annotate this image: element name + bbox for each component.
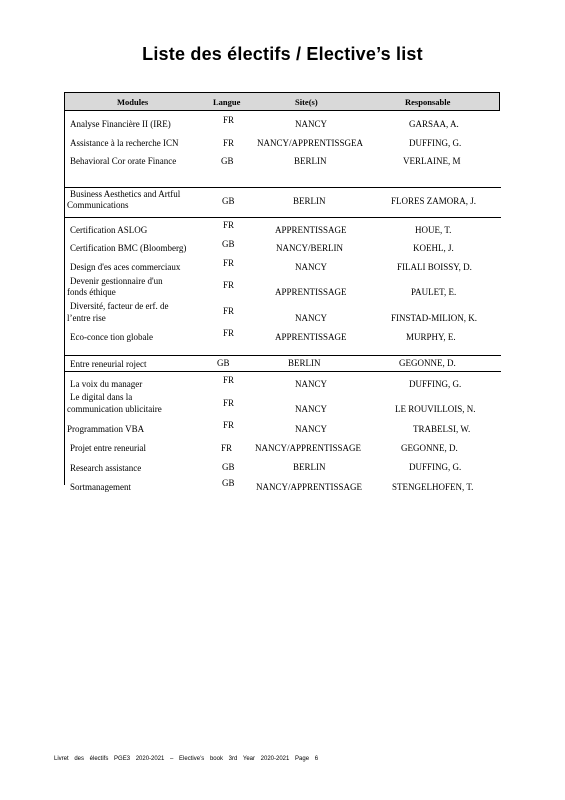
- page-footer: Livret des électifs PGE3 2020-2021 – Elective’s book 3rd Year 2020-2021 Page 6: [54, 756, 319, 762]
- table-cell-langue: FR: [223, 398, 235, 408]
- table-cell-langue: FR: [221, 443, 233, 453]
- table-cell-module: Entre reneurial roject: [70, 359, 147, 369]
- table-cell-responsable: MURPHY, E.: [406, 332, 456, 342]
- table-cell-module: Behavioral Cor orate Finance: [70, 156, 177, 166]
- table-cell-module: Research assistance: [70, 463, 142, 473]
- table-cell-module: Devenir gestionnaire d'un: [70, 276, 163, 286]
- table-cell-site: BERLIN: [293, 196, 326, 206]
- table-cell-responsable: PAULET, E.: [411, 287, 457, 297]
- table-cell-site: NANCY/APPRENTISSAGE: [255, 443, 362, 453]
- table-cell-site: NANCY/APPRENTISSAGE: [256, 482, 363, 492]
- table-cell-module: La voix du manager: [70, 379, 143, 389]
- table-cell-site: APPRENTISSAGE: [275, 332, 347, 342]
- table-cell-langue: FR: [223, 258, 235, 268]
- table-cell-responsable: HOUE, T.: [415, 225, 452, 235]
- table-cell-responsable: FILALI BOISSY, D.: [397, 262, 472, 272]
- table-cell-module: Business Aesthetics and Artful: [70, 189, 181, 199]
- header-modules: Modules: [117, 97, 149, 107]
- table-cell-langue: GB: [221, 156, 234, 166]
- table-cell-site: BERLIN: [293, 462, 326, 472]
- table-cell-module: l’entre rise: [67, 313, 106, 323]
- table-cell-langue: FR: [223, 328, 235, 338]
- table-cell-module: Assistance à la recherche ICN: [70, 138, 179, 148]
- table-cell-langue: FR: [223, 420, 235, 430]
- table-body: [64, 111, 500, 492]
- table-cell-site: NANCY/BERLIN: [276, 243, 343, 253]
- table-cell-module: Certification BMC (Bloomberg): [70, 243, 187, 253]
- table-cell-module: Communications: [67, 200, 129, 210]
- table-cell-responsable: GEGONNE, D.: [401, 443, 458, 453]
- table-cell-langue: GB: [222, 196, 235, 206]
- table-cell-langue: FR: [223, 115, 235, 125]
- table-cell-module: Analyse Financière II (IRE): [70, 119, 171, 129]
- table-cell-site: NANCY: [295, 119, 328, 129]
- table-cell-module: Le digital dans la: [70, 392, 133, 402]
- table-cell-module: Programmation VBA: [67, 424, 145, 434]
- table-cell-responsable: GEGONNE, D.: [399, 358, 456, 368]
- table-cell-responsable: STENGELHOFEN, T.: [392, 482, 474, 492]
- table-cell-module: Sortmanagement: [70, 482, 131, 492]
- table-cell-site: BERLIN: [294, 156, 327, 166]
- table-cell-site: APPRENTISSAGE: [275, 287, 347, 297]
- table-header: [64, 92, 500, 111]
- header-langue: Langue: [213, 97, 241, 107]
- table-cell-langue: GB: [222, 478, 235, 488]
- table-group: [65, 187, 501, 218]
- table-cell-langue: GB: [217, 358, 230, 368]
- table-cell-responsable: DUFFING, G.: [409, 462, 462, 472]
- table-cell-responsable: VERLAINE, M: [403, 156, 461, 166]
- table-cell-langue: GB: [222, 462, 235, 472]
- table-group: [65, 111, 501, 188]
- table-cell-module: fonds éthique: [67, 287, 116, 297]
- table-cell-site: NANCY/APPRENTISSGEA: [257, 138, 364, 148]
- table-cell-module: Eco-conce tion globale: [70, 332, 153, 342]
- table-cell-responsable: KOEHL, J.: [413, 243, 454, 253]
- table-cell-site: APPRENTISSAGE: [275, 225, 347, 235]
- header-sites: Site(s): [295, 97, 318, 107]
- table-cell-responsable: DUFFING, G.: [409, 379, 462, 389]
- table-cell-module: Certification ASLOG: [70, 225, 148, 235]
- electives-table: [64, 92, 500, 492]
- table-cell-site: NANCY: [295, 424, 328, 434]
- header-responsable: Responsable: [405, 97, 451, 107]
- table-cell-module: Design d'es aces commerciaux: [70, 262, 181, 272]
- table-group: [65, 371, 501, 492]
- table-cell-site: BERLIN: [288, 358, 321, 368]
- table-group: [65, 355, 501, 372]
- table-cell-responsable: LE ROUVILLOIS, N.: [395, 404, 476, 414]
- table-group: [65, 217, 501, 356]
- table-cell-responsable: FLORES ZAMORA, J.: [391, 196, 477, 206]
- table-cell-langue: FR: [223, 375, 235, 385]
- table-cell-site: NANCY: [295, 379, 328, 389]
- table-cell-site: NANCY: [295, 404, 328, 414]
- table-cell-responsable: TRABELSI, W.: [413, 424, 471, 434]
- table-cell-module: communication ublicitaire: [67, 404, 162, 414]
- table-cell-langue: FR: [223, 280, 235, 290]
- table-cell-langue: GB: [222, 239, 235, 249]
- table-cell-langue: FR: [223, 138, 235, 148]
- table-cell-responsable: FINSTAD-MILION, K.: [391, 313, 478, 323]
- table-cell-responsable: GARSAA, A.: [409, 119, 459, 129]
- table-cell-langue: FR: [223, 220, 235, 230]
- table-cell-responsable: DUFFING, G.: [409, 138, 462, 148]
- table-cell-module: Projet entre reneurial: [70, 443, 146, 453]
- page-title: Liste des électifs / Elective’s list: [142, 44, 423, 64]
- table-cell-site: NANCY: [295, 262, 328, 272]
- table-cell-site: NANCY: [295, 313, 328, 323]
- table-cell-module: Diversité, facteur de erf. de: [70, 301, 169, 311]
- table-cell-langue: FR: [223, 306, 235, 316]
